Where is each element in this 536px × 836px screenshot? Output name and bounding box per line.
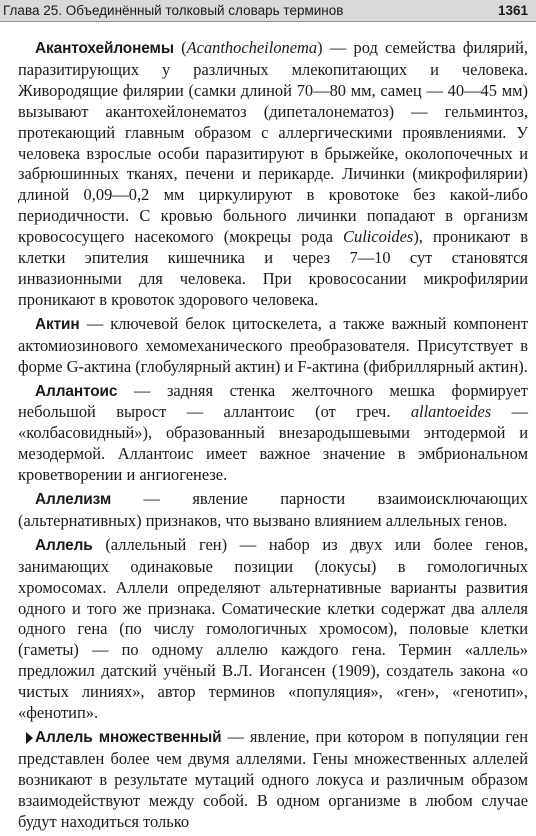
entry-text: — явление парности взаимоисключающих (альтернативных) признаков, что вызвано влиянием аллельных генов. [18,489,528,530]
latin-name: Acanthocheilonema [186,38,318,57]
dictionary-text [18,38,528,836]
running-head [0,0,536,22]
entry-term: Аллель [35,536,93,554]
entry-multiple-allele [18,727,528,833]
latin-name: allantoeides [410,402,492,422]
entry-term: Акантохейлонемы [35,40,174,57]
entry-term: Аллель множественный [35,729,222,746]
triangle-marker-icon [26,732,33,744]
entry-term: Аллелизм [35,491,112,509]
entry-text: ) — род семейства филярий, паразитирующих у различных млекопитающих и человека. Живородящие филярии (самки длиной 70—80 мм, самец — 40—45 мм) вызывают акантохейлонематоз (дипеталонематоз) — гельминтоз, протекающий главным образом с аллергическими проявлениями. У человека взрослые особи паразитируют в брыжейке, околопочечных и забрюшинных тканях, печени и перикарде. Личинки (микрофилярии) длиной 0,09—0,2 мм циркулируют в кровотоке без какой-либо периодичности. С кровью больного личинки попадают в организм кровососущего насекомого (мокрецы рода [18,38,528,247]
entry-text: — явление, при котором в популяции ген представлен более чем двумя аллелями. Гены множественных аллелей возникают в результате мутаций одного локуса и различным образом взаимодействуют между собой. В одном организме в любом случае будут находиться только [18,727,528,831]
entry-acanthocheilonema [18,38,528,311]
entry-text: ), проникают в клетки эпителия кишечника и через 7—10 сут становятся инвазионными для человека. При кровососании микрофилярии проникают в кровоток здорового человека. [18,227,528,309]
entry-actin [18,314,528,378]
latin-name: Culicoides [343,227,414,247]
entry-term: Актин [35,315,80,333]
entry-text: — ключевой белок цитоскелета, а также важный компонент актомиозинового хемомеханического преобразователя. Присутствует в форме G-актина (глобулярный актин) и F-актина (фибриллярный актин). [18,313,528,376]
entry-allantois [18,381,528,487]
page-number: 1361 [497,3,528,18]
chapter-title: Глава 25. Объединённый толковый словарь терминов [3,3,344,18]
entry-allele [18,535,528,724]
entry-text: (аллельный ген) — набор из двух или более генов, занимающих одинаковые позиции (локусы) в гомологичных хромосомах. Аллели определяют альтернативные варианты развития одного и того же признака. Соматические клетки содержат два аллеля одного гена (по числу гомологичных хромосом), половые клетки (гаметы) — по одному аллелю каждого гена. Термин «аллель» предложил датский учёный В.Л. Иогансен (1909), создатель закона «о чистых линиях», автор терминов «популяция», «ген», «генотип», «фенотип». [18,534,528,723]
entry-allelism [18,489,528,532]
entry-text: — «колбасовидный»), образованный внезародышевыми энтодермой и мезодермой. Аллантоис имеет важное значение в эмбриональном кроветворении и ангиогенезе. [18,402,529,485]
entry-text: ( [173,38,187,57]
entry-text: — задняя стенка желточного мешка формирует небольшой вырост — аллантоис (от греч. [18,380,528,422]
entry-term: Аллантоис [35,382,118,400]
